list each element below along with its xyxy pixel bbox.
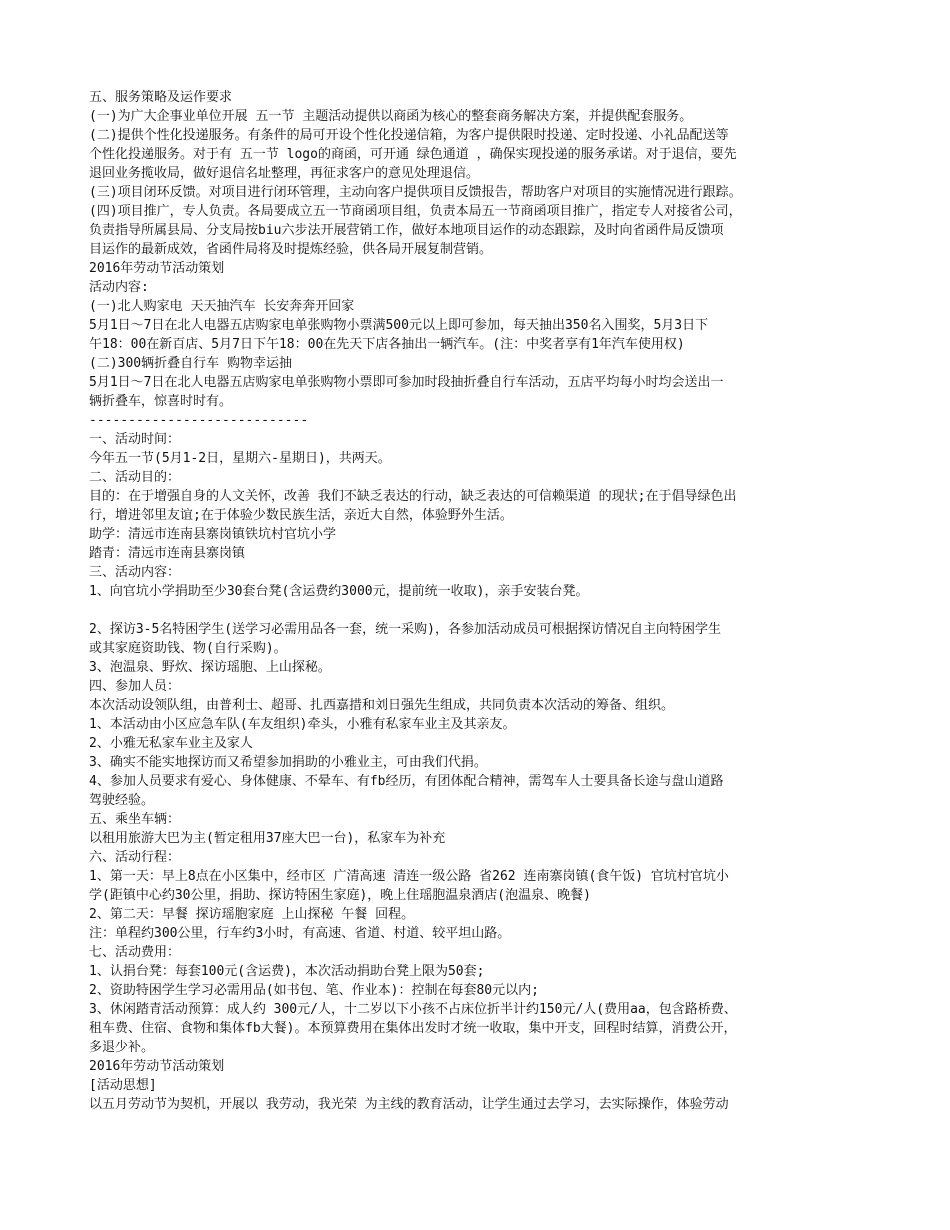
text-line: 4、参加人员要求有爱心、身体健康、不晕车、有fb经历，有团体配合精神，需驾车人士要具备长途与盘山道路 [89,774,724,789]
text-line: 2016年劳动节活动策划 [89,1059,225,1074]
document-body [89,88,869,1114]
text-line: 5月1日～7日在北人电器五店购家电单张购物小票满500元以上即可参加，每天抽出350名入围奖，5月3日下 [89,318,709,333]
text-line: 2、第二天：早餐 探访瑶胞家庭 上山探秘 午餐 回程。 [89,907,415,922]
text-line: 2016年劳动节活动策划 [89,261,225,276]
text-line: 1、认捐台凳：每套100元(含运费)，本次活动捐助台凳上限为50套; [89,964,485,979]
text-line: 四、参加人员： [89,679,181,694]
text-line: 或其家庭资助钱、物(自行采购)。 [89,641,287,656]
text-line: 负责指导所属县局、分支局按biu六步法开展营销工作，做好本地项目运作的动态跟踪，及时向省函件局反馈项 [89,223,724,238]
text-line: 活动内容: [89,280,149,295]
text-line: 租车费、住宿、食物和集体fb大餐)。本预算费用在集体出发时才统一收取，集中开支，回程时结算，消费公开， [89,1021,737,1036]
text-line: (三)项目闭环反馈。对项目进行闭环管理，主动向客户提供项目反馈报告，帮助客户对项目的实施情况进行跟踪。 [89,185,742,200]
text-line: 3、休闲踏青活动预算：成人约 300元/人，十二岁以下小孩不占床位折半计约150元/人(费用aa，包含路桥费、 [89,1002,737,1017]
text-line: 3、泡温泉、野炊、探访瑶胞、上山探秘。 [89,660,331,675]
text-line: (一)北人购家电 天天抽汽车 长安奔奔开回家 [89,299,355,314]
text-line: 午18：00在新百店、5月7日下午18：00在先天下店各抽出一辆汽车。(注：中奖者享有1年汽车使用权) [89,337,685,352]
text-line: 注：单程约300公里，行车约3小时，有高速、省道、村道、较平坦山路。 [89,926,511,941]
text-line: 3、确实不能实地探访而又希望参加捐助的小雅业主，可由我们代捐。 [89,755,487,770]
text-line: 六、活动行程： [89,850,181,865]
text-line: ---------------------------- [89,413,309,428]
text-line: 二、活动目的： [89,470,181,485]
text-line: 1、本活动由小区应急车队(车友组织)牵头，小雅有私家车业主及其亲友。 [89,717,516,732]
text-line: 1、向官坑小学捐助至少30套台凳(含运费约3000元，提前统一收取)，亲手安装台凳。 [89,584,589,599]
text-line: 2、探访3-5名特困学生(送学习必需用品各一套，统一采购)，各参加活动成员可根据探访情况自主向特困学生 [89,622,721,637]
text-line: (一)为广大企事业单位开展 五一节 主题活动提供以商函为核心的整套商务解决方案，并提供配套服务。 [89,109,693,124]
text-line [89,601,869,620]
text-line: 个性化投递服务。对于有 五一节 logo的商函，可开通 绿色通道 ，确保实现投递的服务承诺。对于退信，要先 [89,147,737,162]
text-line: (四)项目推广，专人负责。各局要成立五一节商函项目组，负责本局五一节商函项目推广，指定专人对接省公司， [89,204,742,219]
text-line: 五、服务策略及运作要求 [89,90,233,105]
text-line: 1、第一天：早上8点在小区集中，经市区 广清高速 清连一级公路 省262 连南寨岗镇(食午饭) 官坑村官坑小 [89,869,729,884]
text-line: 退回业务揽收局，做好退信名址整理，再征求客户的意见处理退信。 [89,166,480,181]
text-line: 学(距镇中心约30公里，捐助、探访特困生家庭)，晚上住瑶胞温泉酒店(泡温泉、晚餐) [89,888,591,903]
text-line: 驾驶经验。 [89,793,155,808]
text-line: [活动思想] [89,1078,157,1093]
text-line: 今年五一节(5月1-2日，星期六-星期日)，共两天。 [89,451,391,466]
text-line: 多退少补。 [89,1040,155,1055]
text-line: 本次活动设领队组，由普利士、超哥、扎西嘉措和刘日强先生组成，共同负责本次活动的筹备、组织。 [89,698,675,713]
text-line: 以租用旅游大巴为主(暂定租用37座大巴一台)，私家车为补充 [89,831,446,846]
text-line: 行，增进邻里友谊;在于体验少数民族生活，亲近大自然，体验野外生活。 [89,508,513,523]
text-line: 辆折叠车，惊喜时时有。 [89,394,233,409]
text-line: 5月1日～7日在北人电器五店购家电单张购物小票即可参加时段抽折叠自行车活动，五店平均每小时均会送出一 [89,375,724,390]
text-line: (二)提供个性化投递服务。有条件的局可开设个性化投递信箱，为客户提供限时投递、定时投递、小礼品配送等 [89,128,729,143]
text-line: 助学：清远市连南县寨岗镇铁坑村官坑小学 [89,527,337,542]
text-line: 三、活动内容： [89,565,181,580]
text-line: 2、小雅无私家车业主及家人 [89,736,253,751]
text-line: 以五月劳动节为契机，开展以 我劳动，我光荣 为主线的教育活动，让学生通过去学习，去实际操作，体验劳动 [89,1097,729,1112]
text-line: 踏青：清远市连南县寨岗镇 [89,546,246,561]
text-line: 七、活动费用： [89,945,181,960]
text-line: 2、资助特困学生学习必需用品(如书包、笔、作业本)：控制在每套80元以内; [89,983,539,998]
text-line: (二)300辆折叠自行车 购物幸运抽 [89,356,292,371]
text-line: 五、乘坐车辆： [89,812,181,827]
text-line: 目运作的最新成效，省函件局将及时提炼经验，供各局开展复制营销。 [89,242,493,257]
text-line: 目的：在于增强自身的人文关怀，改善 我们不缺乏表达的行动，缺乏表达的可信赖渠道 的现状;在于倡导绿色出 [89,489,737,504]
text-line: 一、活动时间： [89,432,181,447]
